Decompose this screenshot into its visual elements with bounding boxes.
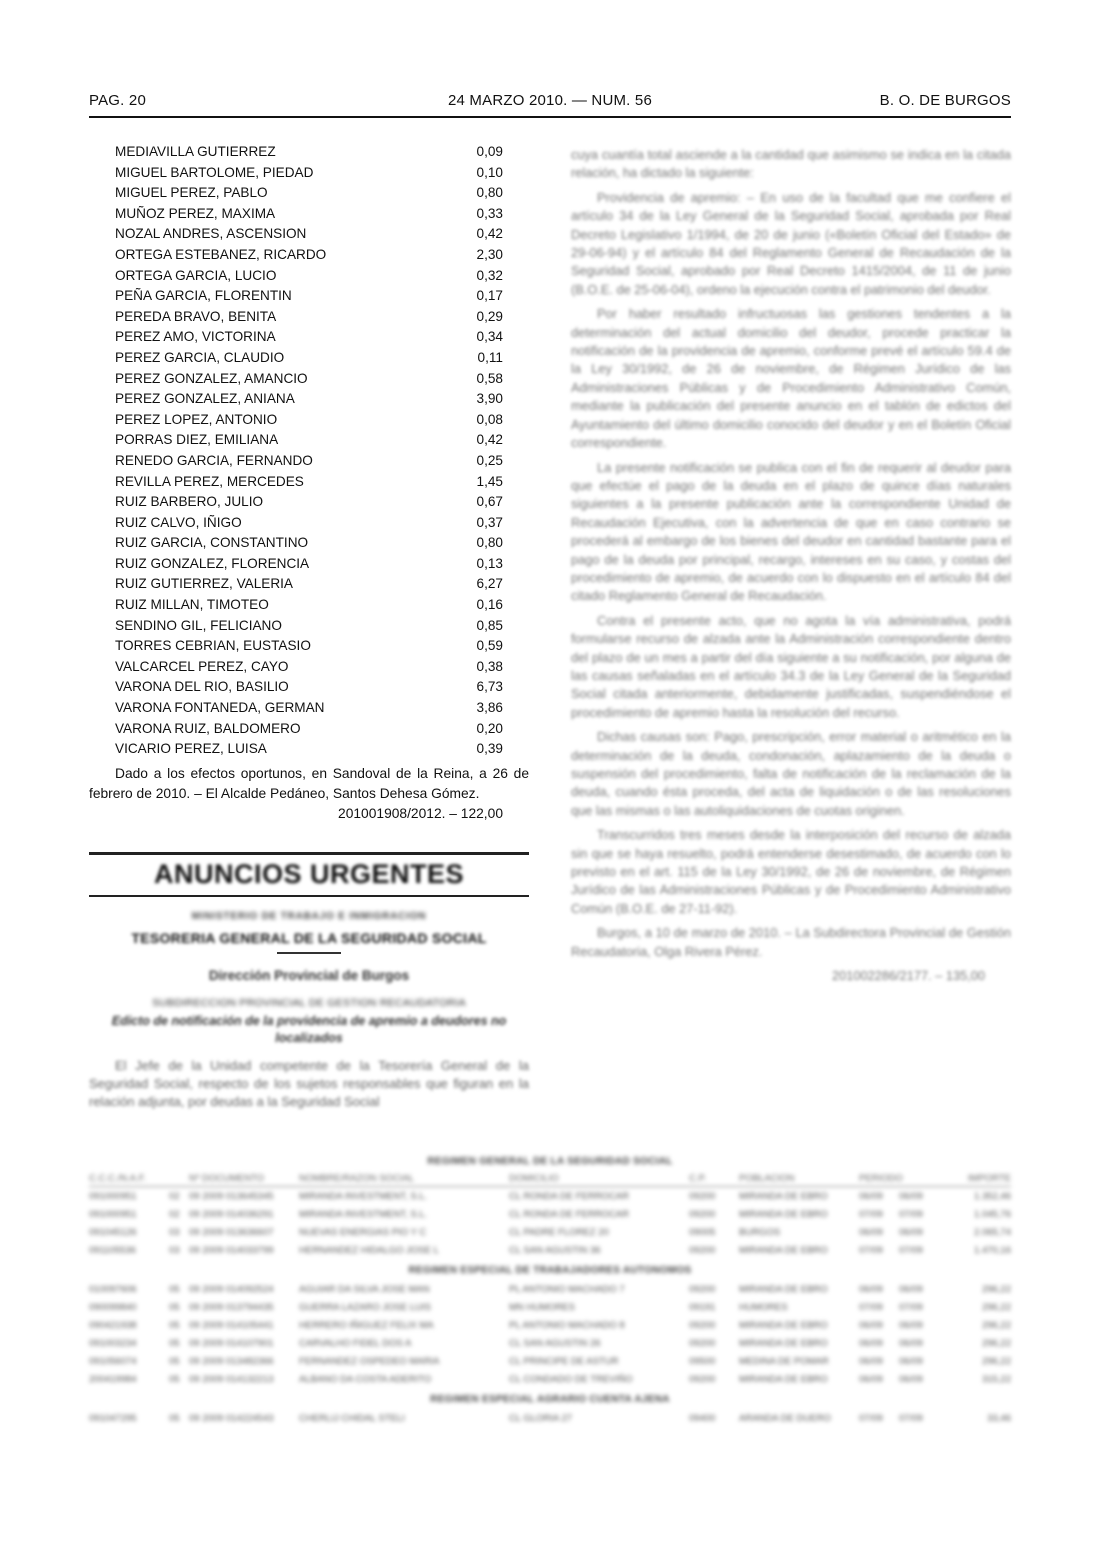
table-cell: 06/09 [899,1355,923,1367]
table-cell: 091105536 [89,1244,136,1256]
table-cell: MIRANDA DE EBRO [739,1319,828,1331]
table-row [89,1187,1011,1206]
debtor-name: PORRAS DIEZ, EMILIANA [115,432,279,448]
debtor-name: NOZAL ANDRES, ASCENSION [115,226,307,242]
table-cell: 1.470,16 [974,1244,1011,1256]
table-cell: CL CONDADO DE TREVIÑO [509,1373,633,1385]
table-cell: 091047295 [89,1412,137,1424]
debtor-tables [89,1150,1011,1427]
debtor-amount: 3,86 [476,700,503,716]
debtor-name: PEREZ GARCIA, CLAUDIO [115,349,285,365]
table-cell: 05 [169,1355,180,1367]
table-row [89,1280,1011,1298]
debtor-row [89,327,529,348]
table-header-cell: IMPORTE [939,1171,1011,1187]
debtor-amount: 6,27 [476,576,503,592]
table-cell: 315,22 [981,1373,1011,1385]
table-row [89,1316,1011,1334]
table-cell: 06/09 [859,1319,883,1331]
debtor-row [89,163,529,184]
debtor-amount: 0,42 [476,432,503,448]
debtor-row [89,595,529,616]
table-cell: 06/09 [899,1226,923,1238]
debtor-name: RUIZ BARBERO, JULIO [115,494,264,510]
table-cell: CL SAN AGUSTIN 26 [509,1337,601,1349]
table-cell: MIRANDA DE EBRO [739,1373,828,1385]
table-cell: 03 [169,1244,180,1256]
debtor-row [89,472,529,493]
table-cell: 07/09 [859,1208,883,1220]
debtor-name: VARONA FONTANEDA, GERMAN [115,700,325,716]
table-row [89,1409,1011,1427]
table-cell: 2.065,74 [974,1226,1011,1238]
ministry-name: MINISTERIO DE TRABAJO E INMIGRACION [191,911,427,922]
table-row [89,1334,1011,1352]
subdireccion-heading: SUBDIRECCION PROVINCIAL DE GESTION RECAUDATORIA [152,997,466,1009]
table-cell: FERNANDEZ OSPEDEO MARIA [299,1355,440,1367]
direccion-provincial: Dirección Provincial de Burgos [208,968,410,983]
table-cell: 091003234 [89,1337,137,1349]
table-cell: HERRERO IÑIGUEZ FELIX MA [299,1319,434,1331]
table-cell: 05 [169,1283,180,1295]
debtor-row [89,513,529,534]
debtor-name: PEREZ LOPEZ, ANTONIO [115,411,278,427]
debtor-amount: 0,38 [476,658,503,674]
table-cell: 03 [169,1226,180,1238]
tgss-heading: TESORERIA GENERAL DE LA SEGURIDAD SOCIAL [131,930,487,946]
debtor-amount: 0,32 [476,267,503,283]
table-header-cell: PERIODO [859,1171,899,1187]
table-cell: 07/09 [859,1301,883,1313]
table-cell: MIRANDA DE EBRO [739,1208,828,1220]
debtor-row [89,719,529,740]
debtor-row [89,286,529,307]
table-cell: 06/09 [899,1337,923,1349]
debtor-name: VALCARCEL PEREZ, CAYO [115,658,289,674]
debtor-row [89,451,529,472]
table-cell: 33,46 [987,1412,1011,1424]
table-header-cell: POBLACION [739,1171,859,1187]
table-cell: 06/09 [859,1373,883,1385]
paragraph-7: Transcurridos tres meses desde la interposición del recurso de alzada sin que se haya resuelto, podrá entenderse desestimado, de acuerdo con lo previsto en el art. 115 de la Ley 30/1992, de 26 de noviembre, de Régimen Jurídico de las Administraciones Públicas y de Procedimiento Administrativo Común (B.O.E. de 27-11-92). [571,827,1011,916]
table-row [89,1352,1011,1370]
paragraph-8: Burgos, a 10 de marzo de 2010. – La Subdirectora Provincial de Gestión Recaudatoria, Olga Rivera Pérez. [571,925,1011,959]
debtor-amount: 0,37 [476,514,503,530]
table-cell: 06/09 [899,1190,923,1202]
table-title-general: REGIMEN GENERAL DE LA SEGURIDAD SOCIAL [427,1156,673,1167]
debtor-row [89,677,529,698]
table-header-cell: C.C.C./N.A.F. [89,1171,169,1187]
debtor-amount: 0,59 [476,638,503,654]
debtor-row [89,430,529,451]
debtor-amount: 0,33 [476,205,503,221]
table-cell: 09 2009 013482366 [189,1355,274,1367]
table-cell: CL GLORIA 27 [509,1412,573,1424]
debtor-row [89,389,529,410]
table-cell: 07/09 [899,1244,923,1256]
table-regimen-general [89,1171,1011,1259]
debtor-amount: 0,13 [476,555,503,571]
table-cell: 02 [169,1190,180,1202]
table-cell: 09500 [689,1355,716,1367]
table-cell: 09 2009 013636607 [189,1226,274,1238]
table-cell: MIRANDA INVESTMENT, S.L. [299,1208,428,1220]
debtor-amount: 0,39 [476,741,503,757]
table-header-cell: C.P. [689,1171,739,1187]
table-cell: CL RONDA DE FERROCAR [509,1190,629,1202]
debtor-row [89,533,529,554]
paragraph-6: Dichas causas son: Pago, prescripción, error material o aritmético en la determinación de la deuda, condonación, aplazamiento de la deuda o suspensión del procedimiento, falta de notificación de la reclamación de la deuda, cuando ésta proceda, del acta de liquidación o de las resoluciones que las mismas o las autoliquidaciones de cuotas originen. [571,729,1011,818]
paragraph-1: cuya cuantía total asciende a la cantidad que asimismo se indica en la citada relación, ha dictado la siguiente: [571,147,1011,181]
debtor-amount: 0,25 [476,452,503,468]
closing-reference: 201001908/2012. – 122,00 [338,805,503,821]
table-row [89,1241,1011,1259]
debtor-list [89,142,529,760]
table-cell: 07/09 [859,1412,883,1424]
debtor-row [89,657,529,678]
table-cell: CHERLIJ CHIDAL STELI [299,1412,405,1424]
table-cell: MN HUMORES [509,1301,575,1313]
table-cell: 06/09 [859,1190,883,1202]
debtor-row [89,698,529,719]
table-cell: HERNANDEZ HIDALGO JOSE L [299,1244,439,1256]
short-divider [277,952,341,954]
table-cell: 091045126 [89,1226,137,1238]
issue-date: 24 MARZO 2010. — NUM. 56 [447,92,653,109]
debtor-row [89,492,529,513]
table-cell: MIRANDA DE EBRO [739,1244,828,1256]
paragraph-4: La presente notificación se publica con el fin de requerir al deudor para que efectúe el pago de la deuda en el plazo de quince días naturales siguientes a la presente publicación ante la correspondiente Unidad de Recaudación Ejecutiva, con la advertencia de que en caso contrario se procederá al embargo de los bienes del deudor en cantidad bastante para el pago de la deuda por principal, recargo, intereses en su caso, y costas del procedimiento de apremio, de acuerdo con lo dispuesto en el artículo 84 del citado Reglamento General de Recaudación. [571,459,1011,604]
debtor-amount: 0,16 [476,597,503,613]
table-header-row [89,1171,1011,1187]
table-cell: CL PRINCIPE DE ASTUR [509,1355,619,1367]
table-cell: 09 2009 014105441 [189,1319,274,1331]
table-cell: 05 [169,1337,180,1349]
debtor-name: RUIZ MILLAN, TIMOTEO [115,597,269,613]
table-cell: 09200 [689,1319,716,1331]
debtor-amount: 0,08 [476,411,503,427]
debtor-row [89,142,529,163]
table-cell: 09 2009 014107901 [189,1337,274,1349]
debtor-amount: 0,80 [476,535,503,551]
table-cell: 296,22 [981,1283,1011,1295]
table-cell: 296,22 [981,1301,1011,1313]
table-cell: 09200 [689,1337,716,1349]
table-cell: MIRANDA DE EBRO [739,1337,828,1349]
table-cell: 1.352,46 [974,1190,1011,1202]
debtor-name: TORRES CEBRIAN, EUSTASIO [115,638,311,654]
table-cell: 09 2009 013645345 [189,1190,274,1202]
debtor-name: ORTEGA ESTEBANEZ, RICARDO [115,246,327,262]
table-cell: 06/09 [859,1283,883,1295]
table-cell: GUERRA LAZARO JOSE LUIS [299,1301,431,1313]
table-title-agrario: REGIMEN ESPECIAL AGRARIO CUENTA AJENA [430,1394,670,1405]
closing-text: Dado a los efectos oportunos, en Sandoval de la Reina, a 26 de febrero de 2010. – El Alcalde Pedáneo, Santos Dehesa Gómez. [89,765,529,801]
table-cell: 07/09 [859,1244,883,1256]
table-row [89,1223,1011,1241]
table-cell: 07/09 [899,1208,923,1220]
debtor-name: PEREDA BRAVO, BENITA [115,308,277,324]
debtor-amount: 2,30 [476,246,503,262]
table-cell: 09200 [689,1244,716,1256]
table-header-cell: DOMICILIO [509,1171,689,1187]
table-cell: ARANDA DE DUERO [739,1412,831,1424]
debtor-name: PEREZ GONZALEZ, ANIANA [115,391,295,407]
table-cell: NUEVAS ENERGIAS PIO Y C [299,1226,427,1238]
table-header-cell: Nº DOCUMENTO [189,1171,299,1187]
table-cell: CARVALHO FIDEL DOS A [299,1337,412,1349]
table-cell: 02 [169,1208,180,1220]
table-cell: MIRANDA DE EBRO [739,1283,828,1295]
debtor-name: RUIZ CALVO, IÑIGO [115,514,242,530]
table-cell: 09005 [689,1226,716,1238]
table-cell: 09200 [689,1283,716,1295]
debtor-row [89,183,529,204]
page-number: PAG. 20 [89,92,146,109]
table-cell: 296,22 [981,1337,1011,1349]
table-cell: 06/09 [899,1319,923,1331]
table-cell: AGUIAR DA SILVA JOSE MAN [299,1283,430,1295]
debtor-row [89,307,529,328]
right-reference: 201002286/2177. – 135,00 [831,968,985,984]
header-rule [89,116,1011,118]
table-cell: 05 [169,1319,180,1331]
debtor-amount: 0,11 [477,349,503,365]
table-cell: CL PADRE FLOREZ 20 [509,1226,609,1238]
paragraph-3: Por haber resultado infructuosas las gestiones tendentes a la determinación del actual domicilio del deudor, procede practicar la notificación de la providencia de apremio, conforme prevé el artículo 59.4 de la Ley 30/1992, de 26 de noviembre, de Régimen Jurídico de las Administraciones Públicas y de Procedimiento Administrativo Común, mediante la publicación del presente anuncio en el tablón de edictos del Ayuntamiento del último domicilio conocido del deudor y en el Boletín Oficial correspondiente. [571,306,1011,451]
table-cell: 09200 [689,1190,716,1202]
table-cell: PL ANTONIO MACHADO 7 [509,1283,625,1295]
debtor-amount: 0,10 [476,164,503,180]
table-cell: HUMORES [739,1301,788,1313]
table-cell: 09200 [689,1208,716,1220]
debtor-name: VICARIO PEREZ, LUISA [115,741,267,757]
left-column [89,142,529,824]
table-regimen-autonomos [89,1280,1011,1388]
debtor-amount: 3,90 [476,391,503,407]
debtor-name: PEREZ GONZALEZ, AMANCIO [115,370,308,386]
debtor-name: REVILLA PEREZ, MERCEDES [115,473,304,489]
urgent-announcements [89,852,529,1111]
table-cell: 05 [169,1412,180,1424]
table-header-cell [899,1171,939,1187]
table-cell: CL RONDA DE FERROCAR [509,1208,629,1220]
debtor-row [89,616,529,637]
debtor-name: PEREZ AMO, VICTORINA [115,329,276,345]
debtor-row [89,348,529,369]
debtor-amount: 0,20 [476,720,503,736]
table-cell: MIRANDA INVESTMENT, S.L. [299,1190,428,1202]
debtor-row [89,636,529,657]
table-cell: 05 [169,1301,180,1313]
debtor-name: MUÑOZ PEREZ, MAXIMA [115,205,276,221]
table-cell: 200419984 [89,1373,137,1385]
table-cell: 09200 [689,1373,716,1385]
table-cell: 06/09 [859,1337,883,1349]
debtor-name: VARONA RUIZ, BALDOMERO [115,720,301,736]
debtor-amount: 0,09 [476,144,503,159]
table-row [89,1370,1011,1388]
table-cell: 06/09 [859,1226,883,1238]
table-cell: 09 2009 014036291 [189,1208,274,1220]
table-cell: 296,22 [981,1319,1011,1331]
table-cell: MIRANDA DE EBRO [739,1190,828,1202]
table-row [89,1298,1011,1316]
table-cell: 091000951 [89,1190,137,1202]
table-cell: CL SAN AGUSTIN 36 [509,1244,601,1256]
debtor-name: VARONA DEL RIO, BASILIO [115,679,289,695]
page-header [89,92,1011,114]
debtor-row [89,410,529,431]
table-cell: 07/09 [899,1412,923,1424]
table-cell: 06/09 [859,1355,883,1367]
debtor-row [89,204,529,225]
right-column [571,146,1011,985]
table-cell: 091000951 [89,1208,137,1220]
section-rule-bottom [89,895,529,897]
table-cell: 091056074 [89,1355,137,1367]
table-cell: PL ANTONIO MACHADO 8 [509,1319,625,1331]
table-cell: 090421938 [89,1319,137,1331]
table-cell: 09 2009 014224543 [189,1412,274,1424]
debtor-amount: 0,42 [476,226,503,242]
debtor-row [89,574,529,595]
table-cell: 09 2009 014092524 [189,1283,274,1295]
paragraph-5: Contra el presente acto, que no agota la vía administrativa, podrá formularse recurso de alzada ante la Administración correspondiente dentro del plazo de un mes a partir del día siguiente a su notificación, por alguna de las causas señaladas en el artículo 34.3 de la Ley General de la Seguridad Social citada anteriormente, debidamente justificadas, suspendiéndose el procedimiento de apremio hasta la resolución del recurso. [571,612,1011,720]
table-cell: 09 2009 014132213 [189,1373,274,1385]
debtor-name: MIGUEL PEREZ, PABLO [115,185,268,201]
debtor-row [89,266,529,287]
edicto-intro: El Jefe de la Unidad competente de la Tesorería General de la Seguridad Social, respecto de los sujetos responsables que figuran en la relación adjunta, por deudas a la Seguridad Social [89,1058,529,1109]
debtor-name: RUIZ GARCIA, CONSTANTINO [115,535,309,551]
debtor-name: RENEDO GARCIA, FERNANDO [115,452,313,468]
debtor-name: RUIZ GONZALEZ, FLORENCIA [115,555,310,571]
debtor-name: MIGUEL BARTOLOME, PIEDAD [115,164,314,180]
debtor-amount: 0,58 [476,370,503,386]
debtor-name: MEDIAVILLA GUTIERREZ [115,144,276,159]
debtor-row [89,739,529,760]
debtor-row [89,224,529,245]
table-header-cell [169,1171,189,1187]
table-cell: MEDINA DE POMAR [739,1355,829,1367]
table-cell: 1.045,76 [974,1208,1011,1220]
table-cell: 05 [169,1373,180,1385]
table-title-autonomos: REGIMEN ESPECIAL DE TRABAJADORES AUTONOMOS [408,1265,692,1276]
table-cell: 09400 [689,1412,716,1424]
table-cell: 09 2009 014033799 [189,1244,274,1256]
debtor-amount: 0,17 [476,288,503,304]
debtor-amount: 0,67 [476,494,503,510]
table-cell: ALBANO DA COSTA ADERITO [299,1373,432,1385]
debtor-amount: 1,45 [476,473,503,489]
paragraph-2: Providencia de apremio: – En uso de la facultad que me confiere el artículo 34 de la Ley General de la Seguridad Social, aprobada por Real Decreto Legislativo 1/1994, de 20 de junio («Boletín Oficial del Estado» de 29-06-94) y el artículo 84 del Reglamento General de Recaudación de la Seguridad Social, aprobado por Real Decreto 1415/2004, de 11 de junio (B.O.E. de 25-06-04), ordeno la ejecución contra el patrimonio del deudor. [571,189,1011,297]
publication-name: B. O. DE BURGOS [879,92,1011,109]
debtor-name: ORTEGA GARCIA, LUCIO [115,267,277,283]
edicto-title: Edicto de notificación de la providencia de apremio a deudores no localizados [111,1014,507,1045]
table-cell: 09 2009 013794435 [189,1301,274,1313]
debtor-amount: 0,80 [476,185,503,201]
table-cell: 06/09 [899,1373,923,1385]
table-cell: 07/09 [899,1301,923,1313]
debtor-name: SENDINO GIL, FELICIANO [115,617,282,633]
table-cell: 09191 [689,1301,716,1313]
closing-block [89,764,529,824]
debtor-amount: 6,73 [476,679,503,695]
debtor-name: PEÑA GARCIA, FLORENTIN [115,288,292,304]
table-cell: BURGOS [739,1226,781,1238]
section-title: ANUNCIOS URGENTES [153,859,465,889]
table-cell: 090099840 [89,1301,137,1313]
table-header-cell: NOMBRE/RAZON SOCIAL [299,1171,509,1187]
table-cell: 010097606 [89,1283,137,1295]
table-regimen-agrario [89,1409,1011,1427]
debtor-row [89,554,529,575]
table-cell: 296,22 [981,1355,1011,1367]
debtor-row [89,369,529,390]
table-cell: 06/09 [899,1283,923,1295]
debtor-name: RUIZ GUTIERREZ, VALERIA [115,576,293,592]
debtor-row [89,245,529,266]
table-row [89,1205,1011,1223]
debtor-amount: 0,85 [476,617,503,633]
debtor-amount: 0,29 [476,308,503,324]
debtor-amount: 0,34 [476,329,503,345]
